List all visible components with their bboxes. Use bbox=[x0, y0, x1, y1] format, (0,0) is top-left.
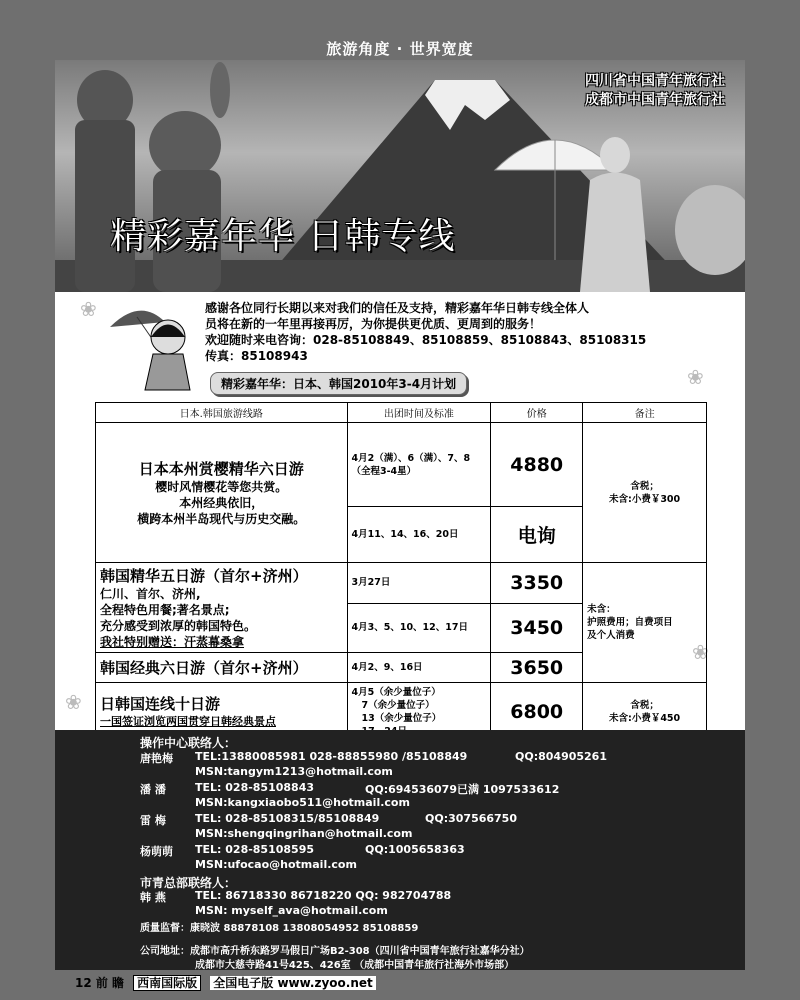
contact-qq: QQ:804905261 bbox=[515, 750, 607, 763]
flower-icon: ❀ bbox=[692, 640, 709, 664]
table-row bbox=[96, 563, 707, 604]
address-panel bbox=[55, 940, 745, 970]
kimono-woman-head bbox=[600, 137, 630, 173]
flower-icon: ❀ bbox=[80, 297, 97, 321]
price-cell: 3650 bbox=[491, 653, 583, 683]
contacts-panel bbox=[55, 730, 745, 940]
contact-name: 唐艳梅 bbox=[140, 752, 173, 765]
route-korea6: 韩国经典六日游（首尔+济州） bbox=[96, 653, 348, 683]
dates-cell: 3月27日 bbox=[347, 563, 491, 604]
address-line: 公司地址：成都市高升桥东路罗马假日广场B2-308（四川省中国青年旅行社嘉华分社） bbox=[140, 946, 530, 957]
dates-cell: 4月3、5、10、12、17日 bbox=[347, 603, 491, 652]
contact-name: 韩 燕 bbox=[140, 891, 166, 904]
table-row bbox=[96, 423, 707, 507]
stone-statue-head bbox=[149, 111, 221, 179]
edition-label: 西南国际版 bbox=[133, 975, 201, 991]
dates-cell: 4月2（满）、6（满）、7、8（全程3-4星） bbox=[347, 423, 491, 507]
flower-icon: ❀ bbox=[687, 365, 704, 389]
routes-table bbox=[95, 402, 707, 741]
note-cell: 含税； 未含:小费￥450 bbox=[583, 683, 707, 741]
intro-phone: 欢迎随时来电咨询：028-85108849、85108859、85108843、85108315 bbox=[205, 333, 647, 347]
org-line-1: 四川省中国青年旅行社 bbox=[585, 73, 725, 89]
stone-statue bbox=[75, 120, 135, 292]
contact-msn: MSN:tangym1213@hotmail.com bbox=[195, 765, 393, 778]
contact-tel: TEL: 028-85108843 bbox=[195, 781, 315, 794]
contact-tel: TEL: 028-85108595 bbox=[195, 843, 315, 856]
intro-line: 员将在新的一年里再接再厉，为你提供更优质、更周到的服务！ bbox=[205, 317, 542, 331]
org-line-2: 成都市中国青年旅行社 bbox=[585, 92, 725, 108]
contact-tel: TEL:13880085981 028-88855980 /85108849 bbox=[195, 750, 468, 763]
col-header-dates: 出团时间及标准 bbox=[347, 403, 491, 423]
doll-illustration bbox=[105, 292, 205, 392]
site-link[interactable]: 全国电子版 www.zyoo.net bbox=[210, 976, 376, 990]
contact-qq: QQ:307566750 bbox=[425, 812, 517, 825]
dates-cell: 4月5（余少量位子） 7（余少量位子） 13（余少量位子） bbox=[347, 683, 491, 741]
table-header-row bbox=[96, 403, 707, 423]
note-cell: 含税； 未含:小费￥300 bbox=[583, 423, 707, 563]
intro-fax: 传真：85108943 bbox=[205, 349, 308, 363]
slogan: 旅游角度 · 世界宽度 bbox=[326, 40, 474, 58]
intro-text bbox=[205, 300, 735, 364]
ops-title: 操作中心联络人： bbox=[140, 736, 237, 750]
col-header-route: 日本.韩国旅游线路 bbox=[96, 403, 348, 423]
page-number: 12 前 瞻 bbox=[75, 976, 125, 990]
contact-tel: TEL: 86718330 86718220 QQ: 982704788 bbox=[195, 889, 452, 902]
col-header-price: 价格 bbox=[491, 403, 583, 423]
price-cell: 6800 bbox=[491, 683, 583, 741]
col-header-note: 备注 bbox=[583, 403, 707, 423]
route-name: 日本本州赏樱精华六日游 bbox=[138, 460, 304, 478]
advert-page bbox=[55, 60, 745, 940]
plan-badge: 精彩嘉年华：日本、韩国2010年3-4月计划 bbox=[210, 372, 467, 395]
price-cell: 3450 bbox=[491, 603, 583, 652]
flower-icon: ❀ bbox=[65, 690, 82, 714]
banner bbox=[55, 60, 745, 292]
price-cell: 电询 bbox=[491, 507, 583, 563]
price-cell: 3350 bbox=[491, 563, 583, 604]
dates-cell: 4月2、9、16日 bbox=[347, 653, 491, 683]
top-band bbox=[0, 0, 800, 60]
address-line: 成都市大慈寺路41号425、426室 （成都中国青年旅行社海外市场部） bbox=[195, 960, 515, 971]
kimono-woman bbox=[580, 173, 650, 293]
intro-line: 感谢各位同行长期以来对我们的信任及支持，精彩嘉年华日韩专线全体人 bbox=[205, 301, 590, 315]
contact-qq: QQ:1005658363 bbox=[365, 843, 465, 856]
contact-msn: MSN:kangxiaobo511@hotmail.com bbox=[195, 796, 410, 809]
organizer bbox=[585, 72, 725, 110]
route-name: 日韩国连线十日游 bbox=[100, 695, 221, 713]
route-japan6: 日本本州赏樱精华六日游 樱时风情樱花等您共赏。 本州经典依旧， 横跨本州半岛现代与历史交融。 bbox=[96, 423, 348, 563]
contact-msn: MSN:ufocao@hotmail.com bbox=[195, 858, 357, 871]
note-cell: 未含： 护照费用；自费项目 及个人消费 bbox=[583, 563, 707, 683]
quality-supervisor: 质量监督：康晓波 88878108 13808054952 85108859 bbox=[140, 923, 419, 934]
route-name: 韩国精华五日游（首尔+济州） bbox=[100, 567, 308, 585]
price-cell: 4880 bbox=[491, 423, 583, 507]
hq-title: 市青总部联络人： bbox=[140, 876, 237, 890]
headline: 精彩嘉年华 日韩专线 bbox=[110, 216, 456, 257]
contact-name: 雷 梅 bbox=[140, 814, 166, 827]
dates-cell: 4月11、14、16、20日 bbox=[347, 507, 491, 563]
route-jk10: 日韩国连线十日游 一国签证浏览两国贯穿日韩经典景点 bbox=[96, 683, 348, 741]
footer-bar bbox=[75, 972, 376, 992]
route-korea5: 韩国精华五日游（首尔+济州） 仁川、首尔、济州, 全程特色用餐;著名景点; 充分感受到浓厚的韩国特色。 我社特别赠送：汗蒸幕桑拿 bbox=[96, 563, 348, 653]
contact-qq: QQ:694536079已满 1097533612 bbox=[365, 783, 560, 796]
contact-tel: TEL: 028-85108315/85108849 bbox=[195, 812, 380, 825]
contact-name: 杨萌萌 bbox=[140, 845, 173, 858]
contact-msn: MSN: myself_ava@hotmail.com bbox=[195, 904, 388, 917]
contact-msn: MSN:shengqingrihan@hotmail.com bbox=[195, 827, 413, 840]
contact-name: 潘 潘 bbox=[140, 783, 166, 796]
